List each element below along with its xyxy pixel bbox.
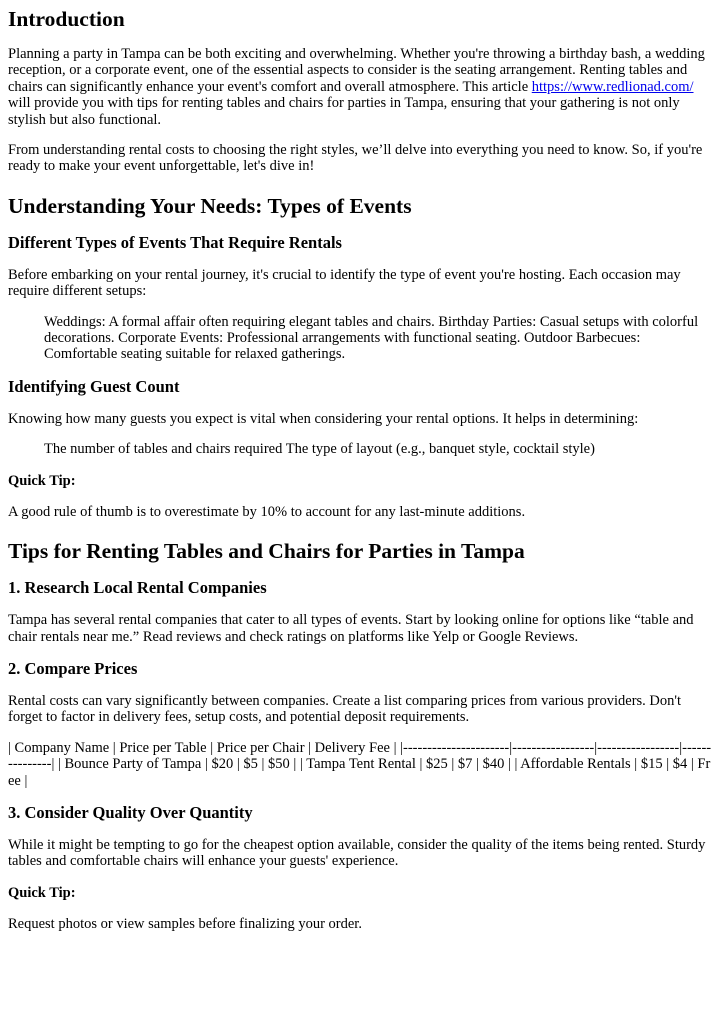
quality-paragraph: While it might be tempting to go for the cheapest option available, consider the quality of the items being rented. Sturdy tables and comfortable chairs will enhance your guests' experience. — [8, 836, 706, 870]
needs-heading: Understanding Your Needs: Types of Events — [8, 193, 412, 218]
compare-prices-paragraph: Rental costs can vary significantly between companies. Create a list comparing prices from various providers. Don't forget to factor in delivery fees, setup costs, and potential deposit requirements. — [8, 692, 682, 726]
intro-text-before-link: Planning a party in Tampa can be both exciting and overwhelming. Whether you're throwing a birthday bash, a wedding reception, or a corporate event, one of the essential aspects to consider is the seating arrangement. Renting tables and chairs can significantly enhance your event's comfort and overall atmosphere. This article — [8, 46, 705, 95]
intro-text-after-link: will provide you with tips for renting tables and chairs for parties in Tampa, ensuring that your gathering is not only stylish but also functional. — [8, 95, 680, 128]
research-paragraph: Tampa has several rental companies that cater to all types of events. Start by looking online for options like “table and chair rentals near me.” Read reviews and check ratings on platforms like Yelp or Google Reviews. — [8, 612, 694, 645]
article — [0, 6, 720, 932]
quick-tip-heading-2: Quick Tip: — [8, 884, 76, 901]
redlionad-link[interactable]: https://www.redlionad.com/ — [531, 78, 694, 95]
price-comparison-table-text: | Company Name | Price per Table | Price per Chair | Delivery Fee | |----------------------|-----------------|-----------------|---------------| | Bounce Party of Tampa | $20 | $5 | $50 | | Tampa Tent Rental | $25 | $7 | $40 | | Affordable Rentals | $15 | $4 | Free | — [8, 739, 712, 789]
compare-prices-heading: 2. Compare Prices — [8, 658, 138, 678]
guest-count-heading: Identifying Guest Count — [8, 376, 180, 396]
guest-count-list: The number of tables and chairs required The type of layout (e.g., banquet style, cocktail style) — [44, 441, 595, 458]
introduction-paragraph-2: From understanding rental costs to choosing the right styles, we’ll delve into everything you need to know. So, if you're ready to make your event unforgettable, let's dive in! — [8, 142, 703, 175]
research-heading: 1. Research Local Rental Companies — [8, 578, 267, 598]
guest-count-paragraph: Knowing how many guests you expect is vital when considering your rental options. It helps in determining: — [8, 410, 639, 427]
quick-tip-heading: Quick Tip: — [8, 472, 76, 489]
quick-tip-text-2: Request photos or view samples before finalizing your order. — [8, 915, 362, 932]
event-types-heading: Different Types of Events That Require Rentals — [8, 232, 342, 252]
tips-heading: Tips for Renting Tables and Chairs for Parties in Tampa — [8, 539, 525, 564]
introduction-paragraph — [8, 46, 712, 128]
quick-tip-text: A good rule of thumb is to overestimate by 10% to account for any last-minute additions. — [8, 503, 526, 520]
introduction-heading: Introduction — [8, 7, 125, 31]
quality-heading: 3. Consider Quality Over Quantity — [8, 802, 253, 822]
event-types-list: Weddings: A formal affair often requiring elegant tables and chairs. Birthday Parties: Casual setups with colorful decorations. Corporate Events: Professional arrangements with functional seating. Outdoor Barbecues: Comfortable seating suitable for relaxed gatherings. — [44, 313, 699, 363]
event-types-paragraph: Before embarking on your rental journey, it's crucial to identify the type of event you're hosting. Each occasion may require different setups: — [8, 266, 681, 300]
